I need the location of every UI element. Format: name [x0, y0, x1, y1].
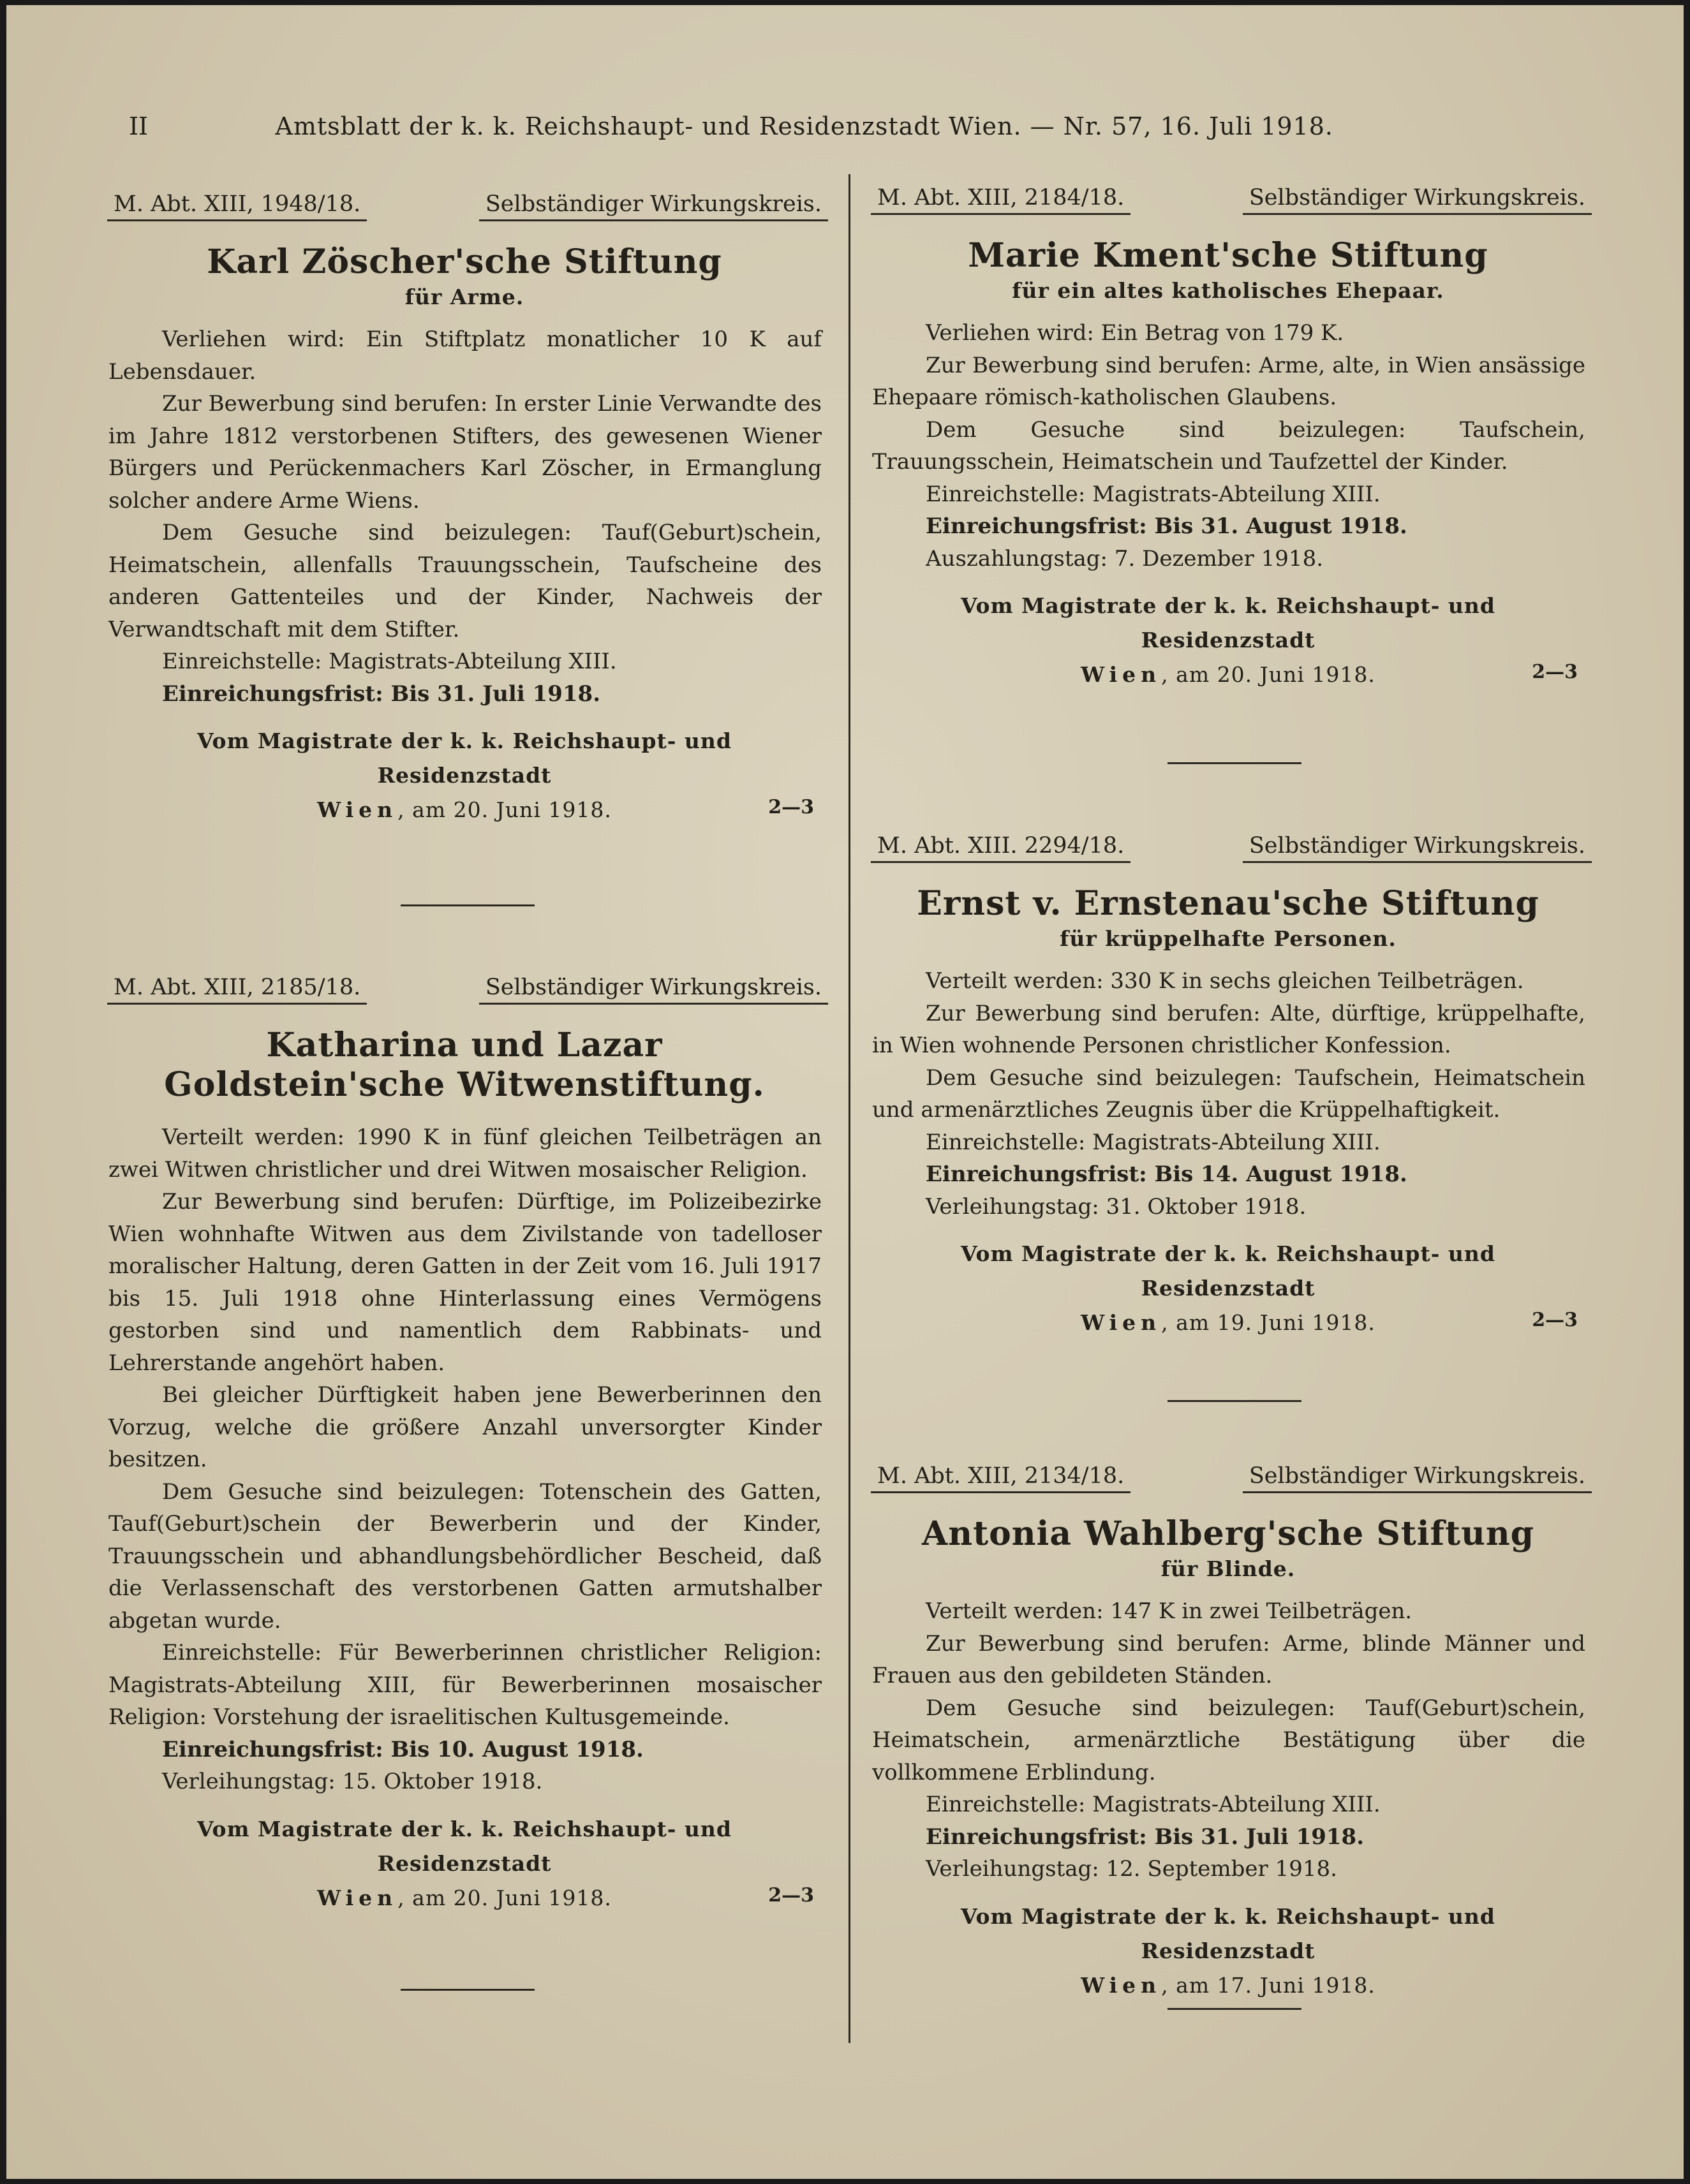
- notice-title: Marie Kment'sche Stiftung: [968, 236, 1488, 275]
- signature-authority: Vom Magistrate der k. k. Reichshaupt- und Residenzstadt: [196, 728, 732, 788]
- notice-paragraph: Verleihungstag: 31. Oktober 1918.: [926, 1193, 1307, 1220]
- notice-goldstein: [101, 968, 828, 1915]
- notice-body: [101, 323, 828, 710]
- signature-date: , am 17. Juni 1918.: [1161, 1972, 1375, 1998]
- notice-kment: [864, 179, 1592, 692]
- notice-signature: [101, 1812, 828, 1915]
- signature-city: Wien: [1081, 1310, 1162, 1335]
- notice-paragraph: Verleihungstag: 15. Oktober 1918.: [162, 1769, 543, 1794]
- notice-paragraph: Verliehen wird: Ein Stiftplatz monatlicher 10 K auf Lebensdauer.: [108, 327, 822, 385]
- notice-paragraph: Einreichungsfrist: Bis 14. August 1918.: [926, 1162, 1407, 1187]
- section-rule: [1167, 2008, 1301, 2010]
- notice-scope: Selbständiger Wirkungskreis.: [1243, 1463, 1592, 1493]
- newspaper-page: [6, 5, 1684, 2179]
- notice-scope: Selbständiger Wirkungskreis.: [1243, 833, 1592, 863]
- notice-ernstenau: [864, 827, 1592, 1340]
- notice-paragraph: Zur Bewerbung sind berufen: Arme, alte, in Wien ansässige Ehepaare römisch-katholischen Glaubens.: [872, 352, 1585, 410]
- signature-authority: Vom Magistrate der k. k. Reichshaupt- und Residenzstadt: [960, 1903, 1495, 1963]
- notice-body: [864, 965, 1592, 1223]
- notice-title: Katharina und Lazar Goldstein'sche Witwenstiftung.: [164, 1026, 765, 1104]
- notice-serial: 2—3: [1532, 661, 1578, 683]
- notice-subtitle: für Blinde.: [1160, 1556, 1296, 1581]
- notice-paragraph: Dem Gesuche sind beizulegen: Totenschein des Gatten, Tauf(Geburt)schein der Bewerberin und der Kinder, Trauungsschein und abhandlungsbehördlicher Bescheid, daß die Verlassenschaft des verstorbenen Gatten armutshalber abgetan wurde.: [108, 1479, 822, 1634]
- notice-signature: [864, 1900, 1592, 2003]
- notice-title: Antonia Wahlberg'sche Stiftung: [921, 1514, 1535, 1553]
- notice-reference: M. Abt. XIII. 2294/18.: [871, 833, 1130, 863]
- notice-body: [864, 1595, 1592, 1885]
- signature-place-date: [871, 1968, 1585, 2003]
- header-title: Amtsblatt der k. k. Reichshaupt- und Residenzstadt Wien. — Nr. 57, 16. Juli 1918.: [275, 112, 1333, 140]
- section-rule: [1167, 762, 1301, 764]
- signature-city: Wien: [1081, 662, 1162, 687]
- notice-paragraph: Einreichstelle: Für Bewerberinnen christlicher Religion: Magistrats-Abteilung XIII, für Bewerberinnen mosaischer Religion: Vorstehung der israelitischen Kultusgemeinde.: [108, 1640, 822, 1730]
- notice-paragraph: Zur Bewerbung sind berufen: In erster Linie Verwandte des im Jahre 1812 verstorbenen Stifters, des gewesenen Wiener Bürgers und Perückenmachers Karl Zöscher, in Ermanglung solcher andere Arme Wiens.: [108, 391, 822, 513]
- notice-scope: Selbständiger Wirkungskreis.: [479, 975, 828, 1005]
- notice-paragraph: Dem Gesuche sind beizulegen: Taufschein, Trauungsschein, Heimatschein und Taufzettel der Kinder.: [872, 417, 1585, 475]
- notice-meta: [864, 179, 1592, 219]
- signature-date: , am 20. Juni 1918.: [397, 797, 612, 822]
- notice-paragraph: Einreichstelle: Magistrats-Abteilung XIII.: [926, 1792, 1381, 1817]
- signature-date: , am 20. Juni 1918.: [1161, 662, 1375, 687]
- page-number: II: [129, 112, 149, 140]
- notice-serial: 2—3: [1532, 1309, 1578, 1331]
- notice-wahlberg: [864, 1457, 1592, 2003]
- notice-paragraph: Einreichstelle: Magistrats-Abteilung XIII.: [926, 1129, 1381, 1155]
- notice-meta: [864, 827, 1592, 867]
- notice-paragraph: Zur Bewerbung sind berufen: Arme, blinde Männer und Frauen aus den gebildeten Ständen.: [872, 1630, 1585, 1688]
- notice-paragraph: Verteilt werden: 330 K in sechs gleichen Teilbeträgen.: [926, 968, 1524, 994]
- section-rule: [401, 904, 535, 906]
- notice-signature: [864, 1237, 1592, 1340]
- notice-paragraph: Einreichungsfrist: Bis 31. Juli 1918.: [162, 681, 601, 707]
- section-rule: [1167, 1400, 1301, 1402]
- notice-paragraph: Einreichungsfrist: Bis 31. August 1918.: [926, 513, 1407, 539]
- notice-paragraph: Dem Gesuche sind beizulegen: Tauf(Geburt)schein, Heimatschein, armenärztliche Bestätigung über die vollkommene Erblindung.: [872, 1695, 1585, 1785]
- notice-paragraph: Zur Bewerbung sind berufen: Alte, dürftige, krüppelhafte, in Wien wohnende Personen christlicher Konfession.: [872, 1000, 1585, 1058]
- signature-date: , am 19. Juni 1918.: [1161, 1310, 1375, 1335]
- notice-paragraph: Verteilt werden: 1990 K in fünf gleichen Teilbeträgen an zwei Witwen christlicher und drei Witwen mosaischer Religion.: [108, 1125, 822, 1183]
- notice-serial: 2—3: [768, 796, 814, 818]
- signature-place-date: [871, 658, 1585, 692]
- notice-signature: [101, 724, 828, 827]
- notice-body: [864, 317, 1592, 575]
- notice-paragraph: Dem Gesuche sind beizulegen: Tauf(Geburt)schein, Heimatschein, allenfalls Trauungsschein, Taufscheine des anderen Gattenteiles und der Kinder, Nachweis der Verwandtschaft mit dem Stifter.: [108, 520, 822, 642]
- notice-paragraph: Zur Bewerbung sind berufen: Dürftige, im Polizeibezirke Wien wohnhafte Witwen aus dem Zivilstande von tadelloser moralischer Haltung, deren Gatten in der Zeit vom 16. Juli 1917 bis 15. Juli 1918 ohne Hinterlassung eines Vermögens gestorben sind und namentlich dem Rabbinats- und Lehrerstande angehört haben.: [108, 1189, 822, 1376]
- signature-city: Wien: [317, 797, 398, 822]
- section-rule: [401, 1989, 535, 1991]
- signature-authority: Vom Magistrate der k. k. Reichshaupt- und Residenzstadt: [960, 1241, 1495, 1301]
- notice-paragraph: Einreichungsfrist: Bis 10. August 1918.: [162, 1736, 644, 1762]
- notice-reference: M. Abt. XIII, 2134/18.: [871, 1463, 1130, 1493]
- notice-title: Ernst v. Ernstenau'sche Stiftung: [917, 884, 1539, 923]
- notice-subtitle: für krüppelhafte Personen.: [1060, 926, 1397, 951]
- notice-subtitle: für Arme.: [404, 284, 524, 309]
- notice-title: Karl Zöscher'sche Stiftung: [207, 242, 722, 281]
- notice-paragraph: Bei gleicher Dürftigkeit haben jene Bewerberinnen den Vorzug, welche die größere Anzahl unversorgter Kinder besitzen.: [108, 1382, 822, 1472]
- notice-paragraph: Verliehen wird: Ein Betrag von 179 K.: [926, 320, 1344, 346]
- notice-scope: Selbständiger Wirkungskreis.: [1243, 185, 1592, 215]
- signature-place-date: [871, 1306, 1585, 1340]
- notice-meta: [101, 968, 828, 1009]
- notice-paragraph: Einreichungsfrist: Bis 31. Juli 1918.: [926, 1824, 1365, 1850]
- notice-paragraph: Einreichstelle: Magistrats-Abteilung XIII.: [926, 481, 1381, 507]
- signature-place-date: [107, 1881, 822, 1915]
- signature-city: Wien: [317, 1885, 398, 1910]
- signature-date: , am 20. Juni 1918.: [397, 1885, 612, 1910]
- signature-authority: Vom Magistrate der k. k. Reichshaupt- und Residenzstadt: [960, 593, 1495, 653]
- notice-paragraph: Dem Gesuche sind beizulegen: Taufschein, Heimatschein und armenärztliches Zeugnis über die Krüppelhaftigkeit.: [872, 1065, 1585, 1123]
- notice-reference: M. Abt. XIII, 2184/18.: [871, 185, 1130, 215]
- signature-city: Wien: [1081, 1972, 1162, 1998]
- notice-paragraph: Verleihungstag: 12. September 1918.: [926, 1856, 1337, 1882]
- signature-authority: Vom Magistrate der k. k. Reichshaupt- und Residenzstadt: [196, 1816, 732, 1876]
- notice-reference: M. Abt. XIII, 1948/18.: [107, 191, 367, 221]
- notice-paragraph: Verteilt werden: 147 K in zwei Teilbeträgen.: [926, 1598, 1412, 1624]
- notice-serial: 2—3: [768, 1884, 814, 1907]
- notice-paragraph: Auszahlungstag: 7. Dezember 1918.: [926, 545, 1324, 572]
- notice-reference: M. Abt. XIII, 2185/18.: [107, 975, 367, 1005]
- notice-meta: [864, 1457, 1592, 1498]
- notice-paragraph: Einreichstelle: Magistrats-Abteilung XIII.: [162, 649, 617, 674]
- notice-signature: [864, 589, 1592, 692]
- notice-scope: Selbständiger Wirkungskreis.: [479, 191, 828, 221]
- notice-zoescher: [101, 185, 828, 827]
- notice-subtitle: für ein altes katholisches Ehepaar.: [1012, 278, 1444, 303]
- notice-meta: [101, 185, 828, 226]
- signature-place-date: [107, 793, 822, 827]
- page-header: [115, 105, 1333, 149]
- column-divider: [849, 174, 850, 2043]
- notice-body: [101, 1121, 828, 1798]
